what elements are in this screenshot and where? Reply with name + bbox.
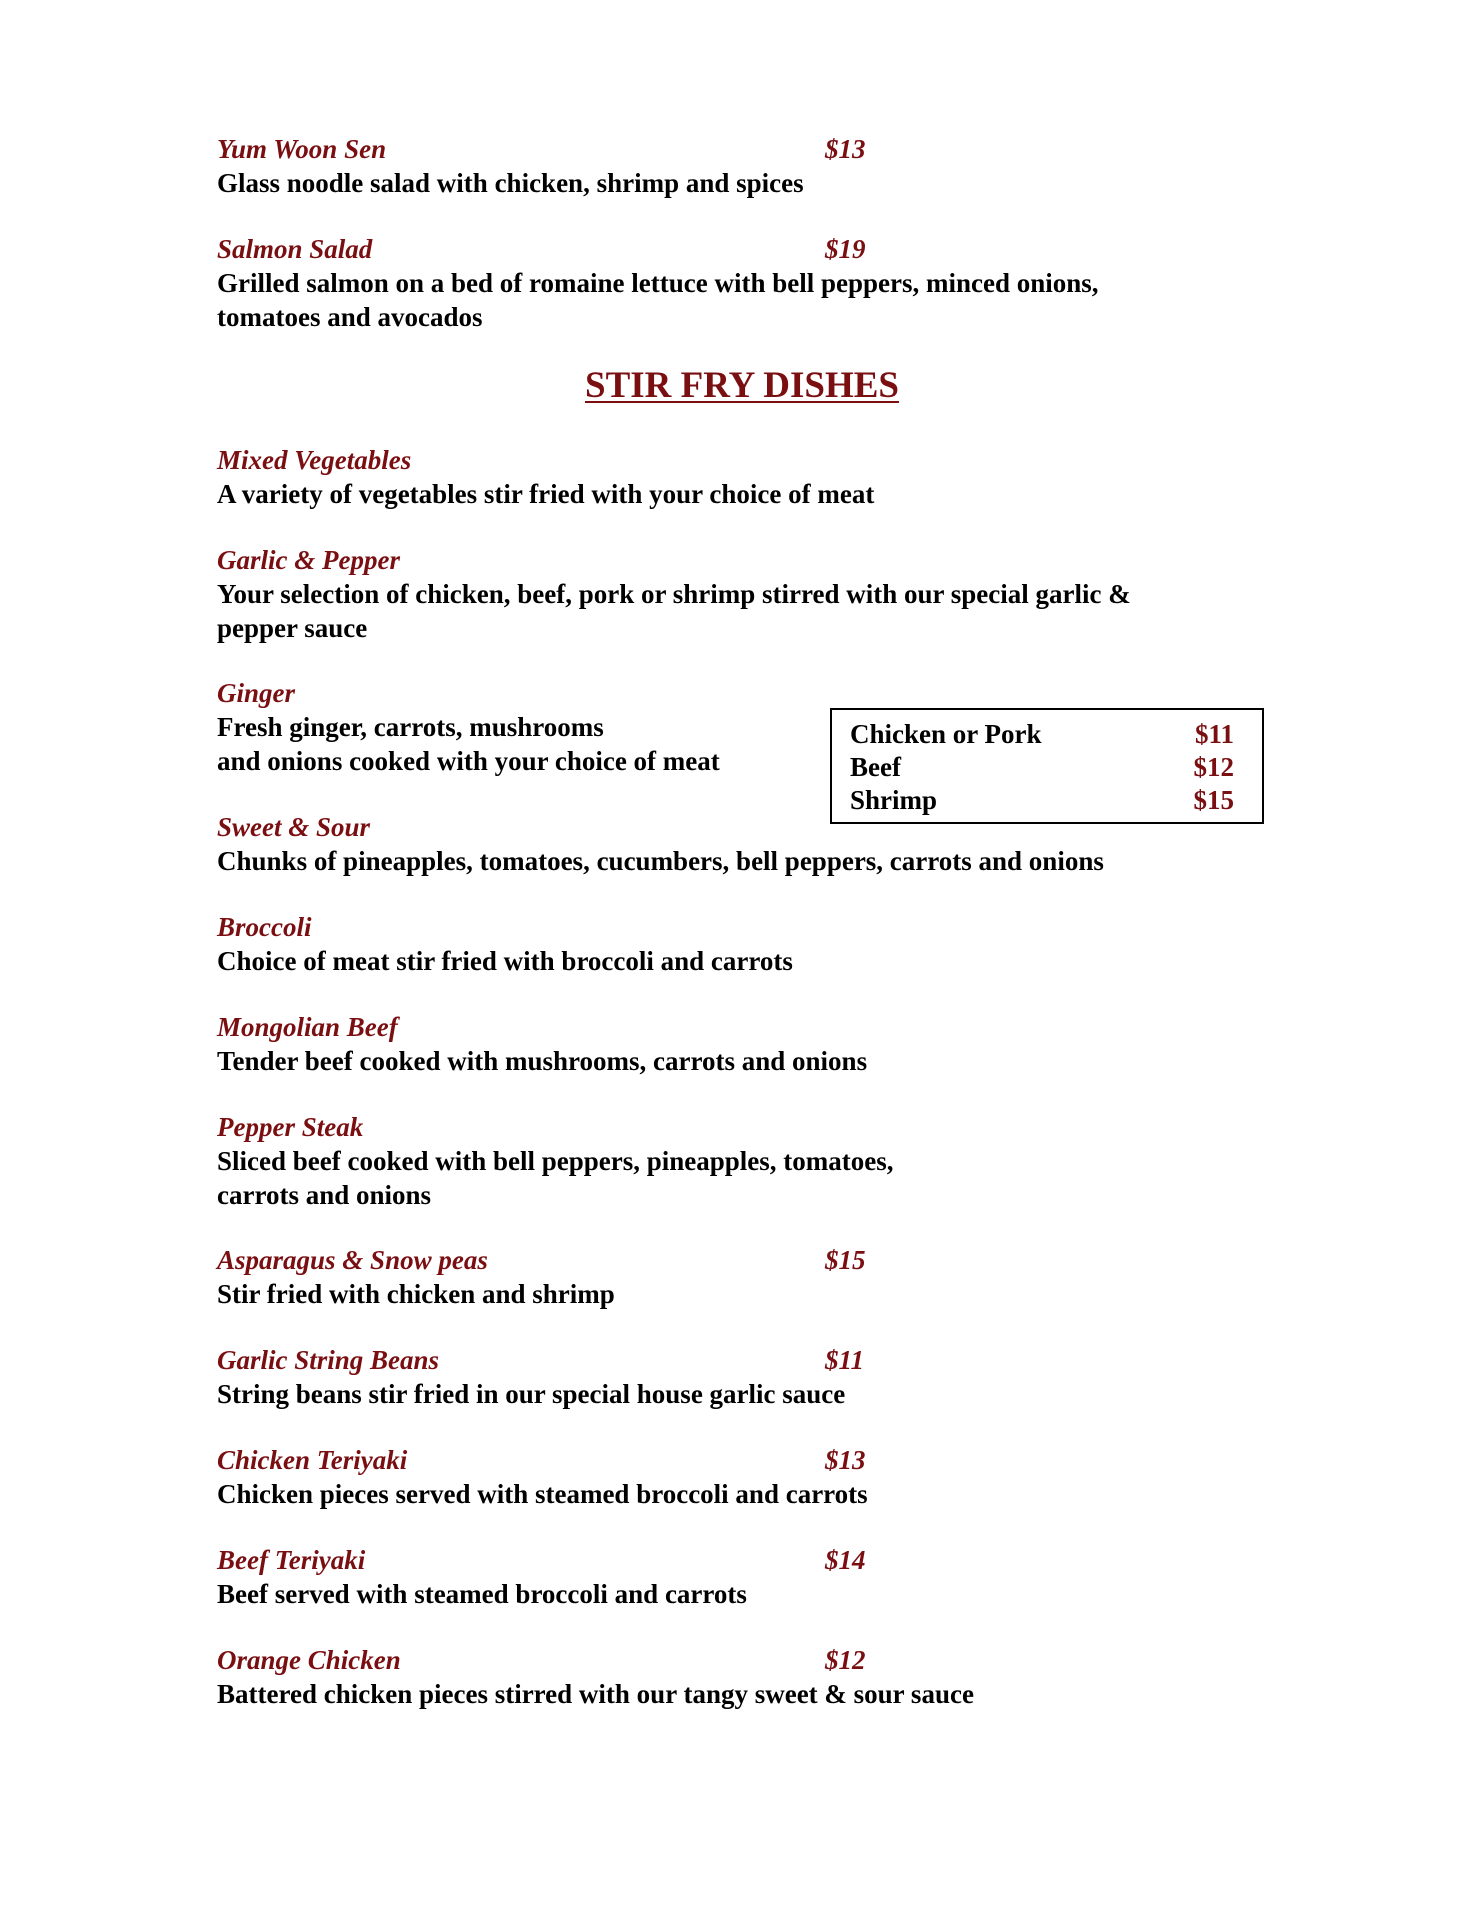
menu-item-salmon-salad [217,232,1217,334]
menu-item-broccoli [217,910,1217,978]
price-label: Shrimp [850,785,938,815]
item-price: $14 [825,1545,866,1575]
price-value: $12 [1193,752,1234,782]
item-description: carrots and onions [217,1180,432,1210]
meat-price-box [830,708,1264,824]
section-title-text: STIR FRY DISHES [585,365,899,406]
item-price: $12 [825,1645,866,1675]
item-name: Asparagus & Snow peas [217,1245,488,1275]
menu-item-yum-woon-sen [217,132,1217,200]
menu-item-pepper-steak [217,1110,1217,1212]
item-price: $13 [825,1445,866,1475]
item-price: $13 [825,134,866,164]
menu-item-mixed-vegetables [217,443,1217,511]
item-description: Chunks of pineapples, tomatoes, cucumbers, bell peppers, carrots and onions [217,846,1104,876]
item-description: Chicken pieces served with steamed broccoli and carrots [217,1479,868,1509]
item-description: Grilled salmon on a bed of romaine lettuce with bell peppers, minced onions, [217,268,1099,298]
menu-item-beef-teriyaki [217,1543,1217,1611]
item-name: Chicken Teriyaki [217,1445,408,1475]
item-name: Garlic & Pepper [217,545,400,575]
item-description: Stir fried with chicken and shrimp [217,1279,615,1309]
item-description: pepper sauce [217,613,368,643]
price-label: Beef [850,752,901,782]
item-name: Mixed Vegetables [217,445,412,475]
menu-item-chicken-teriyaki [217,1443,1217,1511]
item-name: Broccoli [217,912,312,942]
section-title [0,364,1484,408]
item-description: Tender beef cooked with mushrooms, carrots and onions [217,1046,868,1076]
menu-item-garlic-pepper [217,543,1217,645]
item-price: $15 [825,1245,866,1275]
price-row-beef [850,751,1234,784]
menu-item-orange-chicken [217,1643,1217,1711]
item-description: Choice of meat stir fried with broccoli and carrots [217,946,793,976]
menu-item-garlic-string-beans [217,1343,1217,1411]
item-name: Pepper Steak [217,1112,364,1142]
item-description: String beans stir fried in our special house garlic sauce [217,1379,846,1409]
item-name: Ginger [217,678,296,708]
price-row-shrimp [850,784,1234,817]
item-description: Sliced beef cooked with bell peppers, pineapples, tomatoes, [217,1146,894,1176]
item-description: Your selection of chicken, beef, pork or shrimp stirred with our special garlic & [217,579,1131,609]
item-description: Battered chicken pieces stirred with our tangy sweet & sour sauce [217,1679,974,1709]
item-name: Salmon Salad [217,234,373,264]
item-description: Glass noodle salad with chicken, shrimp and spices [217,168,804,198]
menu-item-mongolian-beef [217,1010,1217,1078]
item-name: Yum Woon Sen [217,134,387,164]
item-name: Orange Chicken [217,1645,401,1675]
price-value: $15 [1193,785,1234,815]
item-description: Fresh ginger, carrots, mushrooms [217,712,604,742]
item-description: A variety of vegetables stir fried with your choice of meat [217,479,875,509]
price-row-chicken-pork [850,718,1234,751]
item-price: $11 [825,1345,865,1375]
item-description: tomatoes and avocados [217,302,483,332]
item-name: Mongolian Beef [217,1012,398,1042]
item-name: Sweet & Sour [217,812,371,842]
price-label: Chicken or Pork [850,719,1042,749]
item-price: $19 [825,234,866,264]
item-name: Beef Teriyaki [217,1545,366,1575]
price-value: $11 [1194,719,1234,749]
menu-item-asparagus-snow-peas [217,1243,1217,1311]
item-name: Garlic String Beans [217,1345,440,1375]
item-description: Beef served with steamed broccoli and carrots [217,1579,747,1609]
item-description: and onions cooked with your choice of meat [217,746,720,776]
